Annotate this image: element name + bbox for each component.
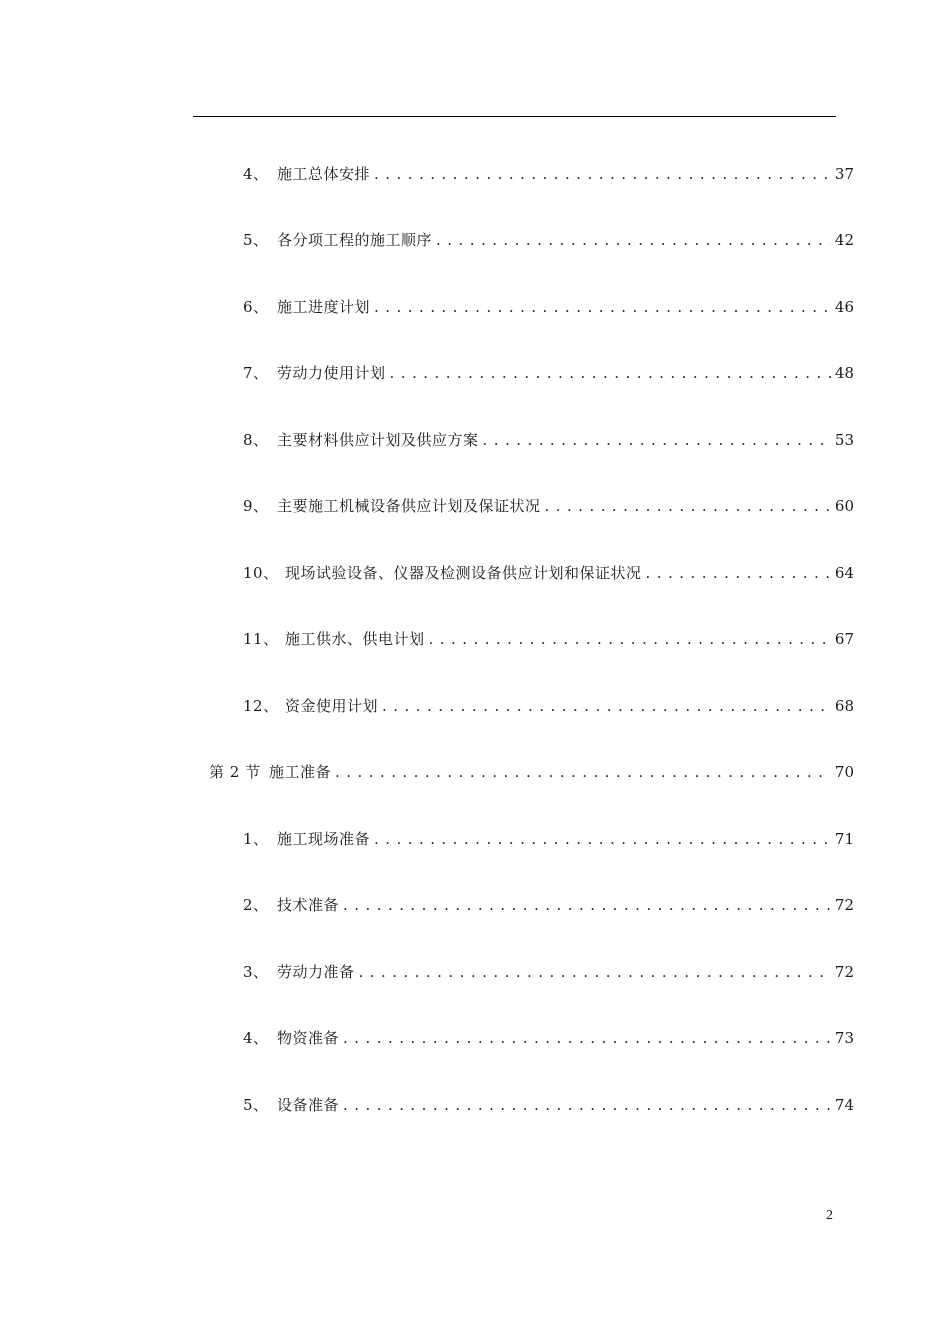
toc-entry-title: 资金使用计划 xyxy=(285,697,379,715)
toc-dot-leader xyxy=(343,1095,831,1115)
toc-entry-title: 施工总体安排 xyxy=(277,165,371,183)
toc-entry-number: 9、 xyxy=(243,497,269,515)
toc-entry-title: 施工供水、供电计划 xyxy=(285,630,425,648)
toc-entry-page: 42 xyxy=(834,231,854,249)
toc-entry-number: 12、 xyxy=(243,697,279,715)
toc-dot-leader xyxy=(359,962,831,982)
toc-entry-number: 5、 xyxy=(243,231,269,249)
toc-entry-title: 现场试验设备、仪器及检测设备供应计划和保证状况 xyxy=(285,564,642,582)
toc-entry-page: 71 xyxy=(834,830,854,848)
toc-section-entry[interactable] xyxy=(209,762,854,782)
toc-entry-number: 10、 xyxy=(243,564,279,582)
toc-entry-page: 70 xyxy=(834,763,854,781)
toc-entry-page: 46 xyxy=(834,298,854,316)
toc-dot-leader xyxy=(343,895,831,915)
toc-entry-number: 6、 xyxy=(243,298,269,316)
toc-entry-title: 劳动力准备 xyxy=(277,963,355,981)
toc-dot-leader xyxy=(335,762,831,782)
toc-entry-page: 74 xyxy=(834,1096,854,1114)
toc-entry[interactable] xyxy=(243,164,854,184)
toc-entry-number: 1、 xyxy=(243,830,269,848)
toc-entry[interactable] xyxy=(243,829,854,849)
toc-entry-page: 64 xyxy=(834,564,854,582)
toc-entry-number: 5、 xyxy=(243,1096,269,1114)
toc-entry-number: 2、 xyxy=(243,896,269,914)
toc-entry[interactable] xyxy=(243,1095,854,1115)
toc-entry-number: 8、 xyxy=(243,431,269,449)
toc-entry[interactable] xyxy=(243,297,854,317)
toc-entry[interactable] xyxy=(243,629,854,649)
toc-entry-title: 技术准备 xyxy=(277,896,340,914)
toc-entry-page: 68 xyxy=(834,697,854,715)
toc-entry-page: 67 xyxy=(834,630,854,648)
toc-entry-page: 72 xyxy=(834,896,854,914)
toc-entry[interactable] xyxy=(243,496,854,516)
toc-entry[interactable] xyxy=(243,696,854,716)
toc-entry-title: 各分项工程的施工顺序 xyxy=(277,231,433,249)
toc-entry-page: 37 xyxy=(834,165,854,183)
toc-dot-leader xyxy=(374,829,831,849)
toc-entry-title: 设备准备 xyxy=(277,1096,340,1114)
toc-entry-page: 53 xyxy=(834,431,854,449)
toc-dot-leader xyxy=(545,496,831,516)
toc-dot-leader xyxy=(483,430,831,450)
toc-entry[interactable] xyxy=(243,430,854,450)
toc-dot-leader xyxy=(429,629,831,649)
toc-entry-title: 施工现场准备 xyxy=(277,830,371,848)
toc-dot-leader xyxy=(436,230,831,250)
toc-entry-number: 7、 xyxy=(243,364,269,382)
toc-entry-page: 72 xyxy=(834,963,854,981)
toc-dot-leader xyxy=(374,297,831,317)
toc-entry-title: 主要施工机械设备供应计划及保证状况 xyxy=(277,497,541,515)
toc-entry-title: 主要材料供应计划及供应方案 xyxy=(277,431,479,449)
toc-section-number: 第 2 节 xyxy=(209,763,261,781)
toc-entry[interactable] xyxy=(243,563,854,583)
toc-entry-page: 60 xyxy=(834,497,854,515)
toc-entry-title: 物资准备 xyxy=(277,1029,340,1047)
toc-section-title: 施工准备 xyxy=(269,763,332,781)
toc-entry[interactable] xyxy=(243,230,854,250)
toc-entry[interactable] xyxy=(243,1028,854,1048)
toc-entry-title: 劳动力使用计划 xyxy=(277,364,386,382)
toc-entry-number: 11、 xyxy=(243,630,279,648)
toc-entry[interactable] xyxy=(243,895,854,915)
toc-entry-number: 4、 xyxy=(243,165,269,183)
toc-dot-leader xyxy=(374,164,831,184)
toc-dot-leader xyxy=(646,563,831,583)
toc-entry-page: 48 xyxy=(834,364,854,382)
toc-entry-page: 73 xyxy=(834,1029,854,1047)
toc-entry[interactable] xyxy=(243,962,854,982)
page-number: 2 xyxy=(826,1208,833,1223)
toc-entry-number: 3、 xyxy=(243,963,269,981)
toc-entry-title: 施工进度计划 xyxy=(277,298,371,316)
toc-entry[interactable] xyxy=(243,363,854,383)
toc-dot-leader xyxy=(390,363,831,383)
toc-dot-leader xyxy=(343,1028,831,1048)
toc-entry-number: 4、 xyxy=(243,1029,269,1047)
toc-dot-leader xyxy=(382,696,831,716)
